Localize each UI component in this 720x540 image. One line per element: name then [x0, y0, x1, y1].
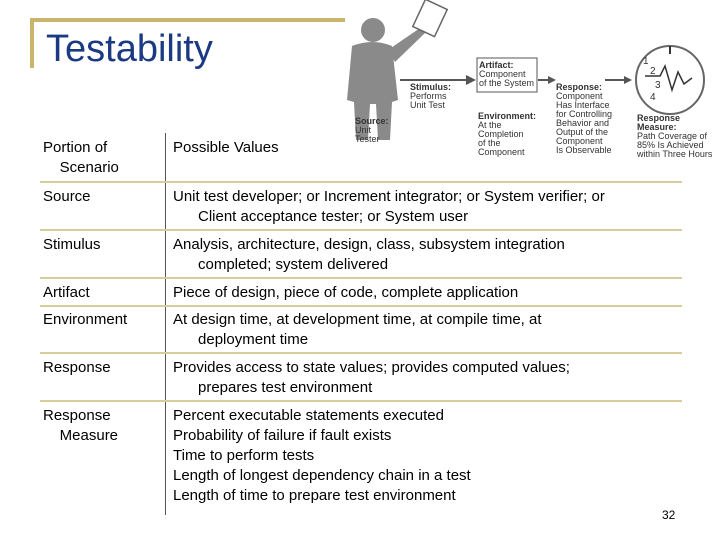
svg-text:Stimulus:: Stimulus: [410, 82, 452, 92]
table-row-label: Environment [43, 311, 128, 328]
svg-text:Path Coverage of: Path Coverage of [637, 131, 708, 141]
svg-text:Completion: Completion [478, 129, 524, 139]
svg-text:Behavior and: Behavior and [556, 118, 610, 128]
svg-text:Response:: Response: [556, 82, 603, 92]
table-header-values: Possible Values [173, 139, 279, 156]
table-header-portion: Portion of Scenario [43, 139, 119, 176]
table-row-value: Analysis, architecture, design, class, subsystem integration completed; system delivered [173, 236, 565, 273]
svg-text:of the: of the [478, 138, 501, 148]
table-divider [40, 277, 682, 279]
table-row-value: Piece of design, piece of code, complete application [173, 284, 519, 301]
svg-text:Unit: Unit [355, 125, 372, 135]
table-row-label: Artifact [43, 284, 90, 301]
table-row-label: Response [43, 359, 111, 376]
table-row-label: Source [43, 188, 91, 205]
table-divider [40, 229, 682, 231]
table-row-label: Stimulus [43, 236, 101, 253]
svg-text:Response: Response [637, 113, 681, 123]
table-row-label: Response Measure [43, 407, 119, 444]
table-column-divider [165, 133, 166, 515]
svg-text:Source:: Source: [355, 116, 389, 126]
svg-text:Artifact:: Artifact: [479, 60, 514, 70]
table-divider [40, 400, 682, 402]
svg-text:Is Observable: Is Observable [556, 145, 612, 155]
table-divider [40, 352, 682, 354]
svg-text:85% Is Achieved: 85% Is Achieved [637, 140, 704, 150]
svg-text:of the System: of the System [479, 78, 535, 88]
svg-text:Unit Test: Unit Test [410, 100, 445, 110]
svg-text:Performs: Performs [410, 91, 447, 101]
svg-text:3: 3 [655, 80, 661, 91]
table-row-value: Percent executable statements executed Probability of failure if fault exists Time to perform tests Length of longest dependency chain in a test Length of time to prepare test environment [173, 407, 471, 504]
table-row-value: Unit test developer; or Increment integrator; or System verifier; or Client acceptance tester; or System user [173, 188, 605, 225]
svg-text:Tester: Tester [355, 134, 380, 144]
svg-text:4: 4 [650, 92, 656, 103]
table-divider [40, 181, 682, 183]
table-row-value: Provides access to state values; provides computed values; prepares test environment [173, 359, 570, 396]
svg-text:Component: Component [556, 136, 603, 146]
svg-text:for Controlling: for Controlling [556, 109, 613, 119]
svg-text:Component: Component [479, 69, 526, 79]
table-divider [40, 305, 682, 307]
svg-text:Measure:: Measure: [637, 122, 677, 132]
svg-text:Environment:: Environment: [478, 111, 537, 121]
svg-text:At the: At the [478, 120, 502, 130]
svg-text:Has Interface: Has Interface [556, 100, 610, 110]
svg-text:Component: Component [556, 91, 603, 101]
slide-title: Testability [46, 28, 213, 70]
svg-text:Component: Component [478, 147, 525, 157]
table-row-value: At design time, at development time, at compile time, at deployment time [173, 311, 542, 348]
svg-text:2: 2 [650, 66, 656, 77]
page-number: 32 [662, 508, 676, 522]
svg-text:1: 1 [643, 56, 649, 67]
svg-text:Output of the: Output of the [556, 127, 609, 137]
svg-text:within Three Hours: within Three Hours [637, 149, 713, 159]
